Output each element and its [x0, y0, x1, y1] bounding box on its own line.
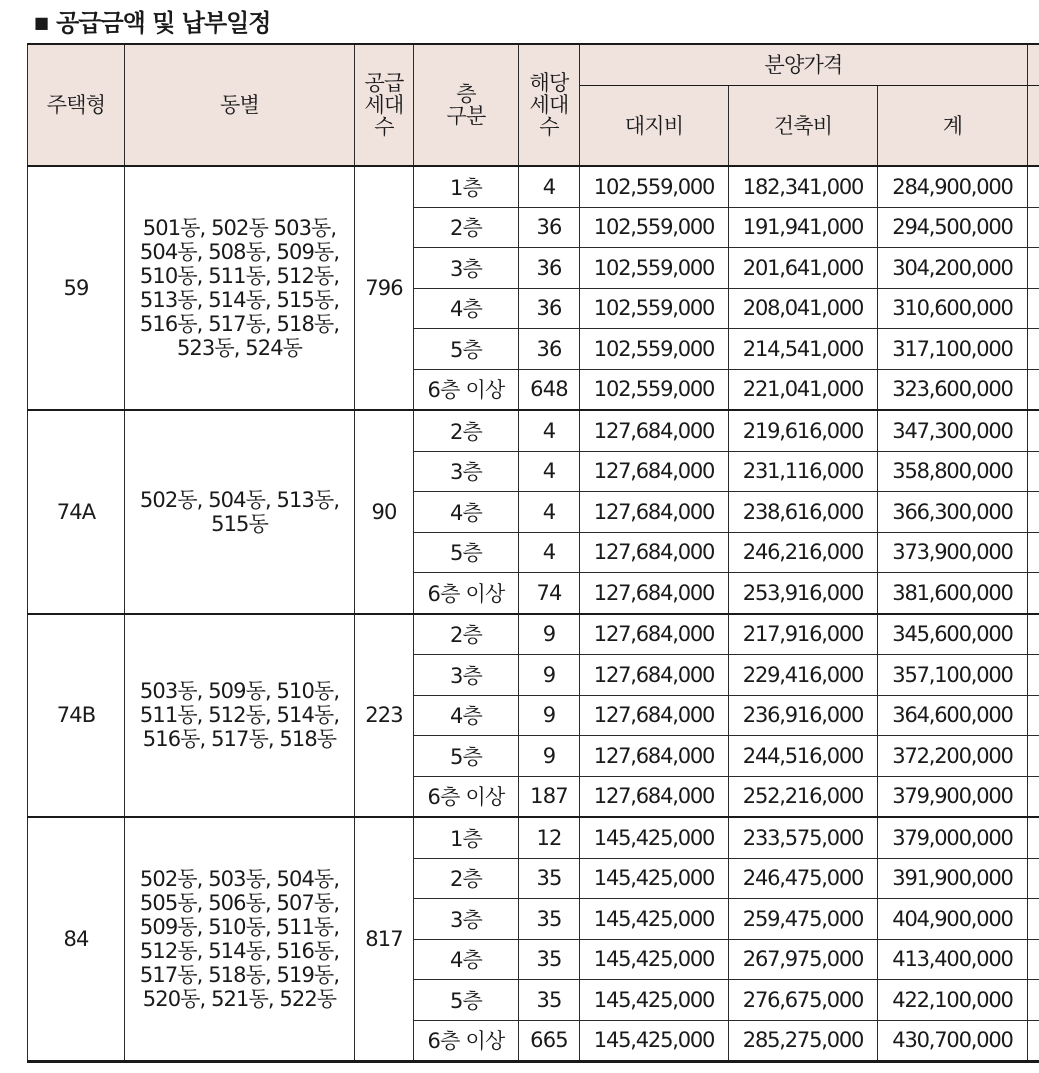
floor-cell: 4층 [414, 492, 519, 533]
price-table [27, 43, 1039, 1063]
total-cell: 381,600,000 [878, 573, 1028, 614]
units-cell: 665 [519, 1020, 580, 1062]
building-cost-cell: 285,275,000 [729, 1020, 878, 1062]
floor-cell: 5층 [414, 980, 519, 1021]
cut-off-cell [1028, 248, 1039, 289]
units-cell: 36 [519, 248, 580, 289]
floor-cell: 2층 [414, 858, 519, 899]
units-cell: 35 [519, 899, 580, 940]
units-cell: 35 [519, 980, 580, 1021]
total-cell: 379,900,000 [878, 776, 1028, 817]
units-cell: 9 [519, 695, 580, 736]
floor-cell: 3층 [414, 655, 519, 696]
cut-off-cell [1028, 207, 1039, 248]
header-applicable-units: 해당 세대 수 [519, 44, 580, 166]
units-cell: 36 [519, 207, 580, 248]
floor-cell: 6층 이상 [414, 1020, 519, 1062]
units-cell: 35 [519, 858, 580, 899]
cut-off-cell [1028, 695, 1039, 736]
land-cost-cell: 127,684,000 [580, 776, 729, 817]
floor-cell: 2층 [414, 207, 519, 248]
building-cost-cell: 231,116,000 [729, 451, 878, 492]
floor-cell: 6층 이상 [414, 573, 519, 614]
supply-units-cell: 796 [355, 166, 414, 410]
total-cell: 358,800,000 [878, 451, 1028, 492]
floor-cell: 4층 [414, 939, 519, 980]
total-cell: 323,600,000 [878, 369, 1028, 410]
building-list-text: 502동, 503동, 504동, 505동, 506동, 507동, 509동, 510동, 511동, 512동, 514동, 516동, 517동, 518동, 519동, 520동, 521동, 522동 [139, 867, 340, 1011]
land-cost-cell: 145,425,000 [580, 939, 729, 980]
building-cost-cell: 229,416,000 [729, 655, 878, 696]
total-cell: 317,100,000 [878, 329, 1028, 370]
floor-cell: 3층 [414, 248, 519, 289]
table-row [28, 614, 1039, 655]
total-cell: 294,500,000 [878, 207, 1028, 248]
land-cost-cell: 127,684,000 [580, 492, 729, 533]
building-cost-cell: 221,041,000 [729, 369, 878, 410]
land-cost-cell: 127,684,000 [580, 736, 729, 777]
floor-cell: 1층 [414, 166, 519, 207]
building-list-text: 503동, 509동, 510동, 511동, 512동, 514동, 516동, 517동, 518동 [139, 679, 340, 752]
total-cell: 404,900,000 [878, 899, 1028, 940]
table-row [28, 410, 1039, 451]
building-cost-cell: 259,475,000 [729, 899, 878, 940]
building-cost-cell: 201,641,000 [729, 248, 878, 289]
housing-type-cell: 59 [28, 166, 125, 410]
land-cost-cell: 102,559,000 [580, 207, 729, 248]
header-supply-units: 공급 세대 수 [355, 44, 414, 166]
units-cell: 4 [519, 166, 580, 207]
total-cell: 310,600,000 [878, 288, 1028, 329]
header-floor-group: 층 구분 [414, 44, 519, 166]
table-row [28, 166, 1039, 207]
building-list-text: 501동, 502동 503동, 504동, 508동, 509동, 510동, 511동, 512동, 513동, 514동, 515동, 516동, 517동, 518동, 523동, 524동 [139, 216, 340, 360]
units-cell: 4 [519, 532, 580, 573]
supply-units-cell: 223 [355, 614, 414, 818]
land-cost-cell: 127,684,000 [580, 451, 729, 492]
building-cost-cell: 244,516,000 [729, 736, 878, 777]
header-price-group: 분양가격 [580, 44, 1028, 86]
supply-units-cell: 90 [355, 410, 414, 614]
housing-type-cell: 74B [28, 614, 125, 818]
cut-off-cell [1028, 655, 1039, 696]
building-list-text: 502동, 504동, 513동, 515동 [139, 487, 340, 536]
floor-cell: 3층 [414, 451, 519, 492]
units-cell: 4 [519, 492, 580, 533]
building-cost-cell: 219,616,000 [729, 410, 878, 451]
cut-off-cell [1028, 817, 1039, 858]
total-cell: 357,100,000 [878, 655, 1028, 696]
building-cost-cell: 233,575,000 [729, 817, 878, 858]
cut-off-cell [1028, 166, 1039, 207]
building-cost-cell: 217,916,000 [729, 614, 878, 655]
units-cell: 9 [519, 614, 580, 655]
building-cost-cell: 208,041,000 [729, 288, 878, 329]
land-cost-cell: 145,425,000 [580, 980, 729, 1021]
building-cost-cell: 191,941,000 [729, 207, 878, 248]
floor-cell: 4층 [414, 695, 519, 736]
building-cost-cell: 246,475,000 [729, 858, 878, 899]
square-bullet-icon: ■ [34, 13, 49, 32]
units-cell: 36 [519, 288, 580, 329]
total-cell: 304,200,000 [878, 248, 1028, 289]
units-cell: 36 [519, 329, 580, 370]
housing-type-cell: 74A [28, 410, 125, 614]
total-cell: 345,600,000 [878, 614, 1028, 655]
floor-cell: 2층 [414, 410, 519, 451]
floor-cell: 1층 [414, 817, 519, 858]
cut-off-cell [1028, 369, 1039, 410]
header-cut-off-2 [1028, 86, 1039, 167]
building-cost-cell: 236,916,000 [729, 695, 878, 736]
total-cell: 422,100,000 [878, 980, 1028, 1021]
cut-off-cell [1028, 451, 1039, 492]
land-cost-cell: 102,559,000 [580, 248, 729, 289]
building-cost-cell: 238,616,000 [729, 492, 878, 533]
units-cell: 9 [519, 736, 580, 777]
total-cell: 347,300,000 [878, 410, 1028, 451]
total-cell: 379,000,000 [878, 817, 1028, 858]
cut-off-cell [1028, 614, 1039, 655]
units-cell: 74 [519, 573, 580, 614]
floor-cell: 3층 [414, 899, 519, 940]
units-cell: 9 [519, 655, 580, 696]
table-row [28, 817, 1039, 858]
floor-cell: 2층 [414, 614, 519, 655]
total-cell: 372,200,000 [878, 736, 1028, 777]
floor-cell: 4층 [414, 288, 519, 329]
floor-cell: 5층 [414, 329, 519, 370]
land-cost-cell: 127,684,000 [580, 573, 729, 614]
total-cell: 413,400,000 [878, 939, 1028, 980]
units-cell: 187 [519, 776, 580, 817]
supply-units-cell: 817 [355, 817, 414, 1062]
total-cell: 373,900,000 [878, 532, 1028, 573]
land-cost-cell: 102,559,000 [580, 369, 729, 410]
cut-off-cell [1028, 288, 1039, 329]
land-cost-cell: 127,684,000 [580, 655, 729, 696]
units-cell: 648 [519, 369, 580, 410]
building-cost-cell: 182,341,000 [729, 166, 878, 207]
units-cell: 35 [519, 939, 580, 980]
table-body [28, 166, 1039, 1062]
land-cost-cell: 102,559,000 [580, 329, 729, 370]
cut-off-cell [1028, 776, 1039, 817]
building-cost-cell: 253,916,000 [729, 573, 878, 614]
total-cell: 364,600,000 [878, 695, 1028, 736]
header-cut-off [1028, 44, 1039, 86]
cut-off-cell [1028, 410, 1039, 451]
cut-off-cell [1028, 736, 1039, 777]
land-cost-cell: 127,684,000 [580, 410, 729, 451]
floor-cell: 6층 이상 [414, 369, 519, 410]
land-cost-cell: 145,425,000 [580, 899, 729, 940]
total-cell: 430,700,000 [878, 1020, 1028, 1062]
land-cost-cell: 102,559,000 [580, 166, 729, 207]
header-land-cost: 대지비 [580, 86, 729, 167]
housing-type-cell: 84 [28, 817, 125, 1062]
header-building: 동별 [125, 44, 355, 166]
building-list-cell [125, 614, 355, 818]
building-cost-cell: 252,216,000 [729, 776, 878, 817]
header-housing-type: 주택형 [28, 44, 125, 166]
land-cost-cell: 145,425,000 [580, 817, 729, 858]
land-cost-cell: 127,684,000 [580, 614, 729, 655]
units-cell: 12 [519, 817, 580, 858]
total-cell: 391,900,000 [878, 858, 1028, 899]
total-cell: 284,900,000 [878, 166, 1028, 207]
cut-off-cell [1028, 899, 1039, 940]
floor-cell: 5층 [414, 532, 519, 573]
units-cell: 4 [519, 410, 580, 451]
land-cost-cell: 127,684,000 [580, 532, 729, 573]
cut-off-cell [1028, 492, 1039, 533]
cut-off-cell [1028, 532, 1039, 573]
cut-off-cell [1028, 329, 1039, 370]
header-total: 계 [878, 86, 1028, 167]
building-cost-cell: 246,216,000 [729, 532, 878, 573]
total-cell: 366,300,000 [878, 492, 1028, 533]
section-title [34, 6, 271, 40]
building-list-cell [125, 166, 355, 410]
floor-cell: 6층 이상 [414, 776, 519, 817]
section-title-text: 공급금액 및 납부일정 [56, 9, 271, 37]
cut-off-cell [1028, 980, 1039, 1021]
land-cost-cell: 145,425,000 [580, 1020, 729, 1062]
units-cell: 4 [519, 451, 580, 492]
cut-off-cell [1028, 858, 1039, 899]
cut-off-cell [1028, 939, 1039, 980]
land-cost-cell: 127,684,000 [580, 695, 729, 736]
table-header [28, 44, 1039, 166]
building-list-cell [125, 410, 355, 614]
land-cost-cell: 102,559,000 [580, 288, 729, 329]
header-building-cost: 건축비 [729, 86, 878, 167]
cut-off-cell [1028, 1020, 1039, 1062]
building-list-cell [125, 817, 355, 1062]
land-cost-cell: 145,425,000 [580, 858, 729, 899]
cut-off-cell [1028, 573, 1039, 614]
floor-cell: 5층 [414, 736, 519, 777]
building-cost-cell: 276,675,000 [729, 980, 878, 1021]
building-cost-cell: 267,975,000 [729, 939, 878, 980]
building-cost-cell: 214,541,000 [729, 329, 878, 370]
